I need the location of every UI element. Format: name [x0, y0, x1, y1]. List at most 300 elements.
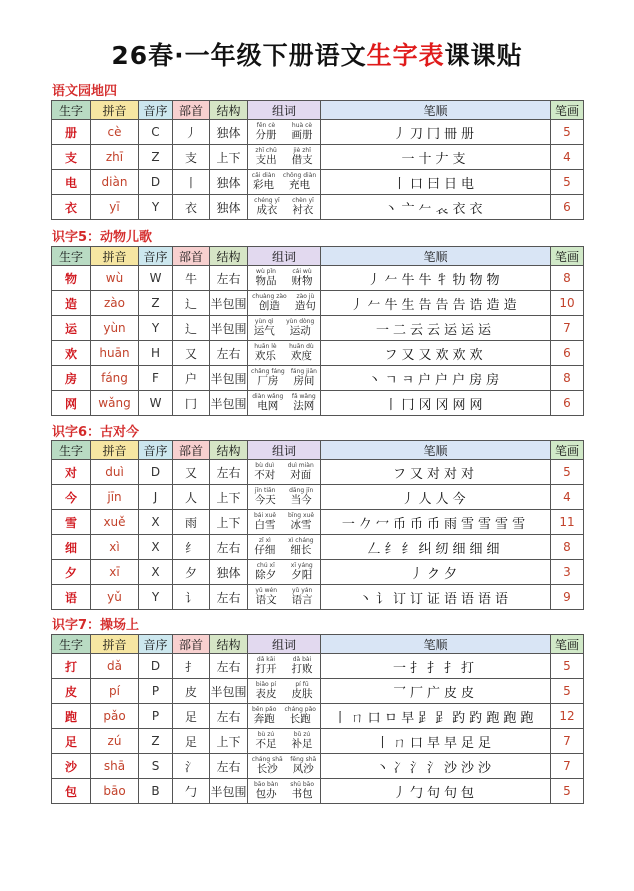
word-item: [254, 513, 276, 531]
word-pinyin: bēn pǎo: [252, 706, 277, 714]
header-bushou: 部首: [173, 101, 210, 120]
stroke-step: 衣: [469, 201, 483, 217]
stroke-count-cell: 11: [551, 510, 584, 535]
table-row: [52, 266, 584, 291]
word-item: [252, 394, 283, 412]
stroke-step: 细: [469, 541, 483, 557]
word-text: 皮肤: [291, 688, 313, 701]
stroke-count-cell: 10: [551, 291, 584, 316]
stroke-order-cell: [321, 460, 551, 485]
stroke-step: 造: [486, 297, 500, 313]
section-title: 识字6：古对今: [52, 425, 140, 440]
stroke-step: 又: [401, 347, 415, 363]
word-text: 包办: [255, 788, 277, 801]
word-text: 运气: [253, 325, 275, 338]
stroke-step: 口: [409, 735, 423, 751]
pinyin-cell: fáng: [91, 366, 139, 391]
character-table: [51, 246, 584, 416]
stroke-order-cell: [321, 560, 551, 585]
stroke-step: 币: [392, 516, 406, 532]
stroke-count-cell: 4: [551, 485, 584, 510]
pinyin-cell: xuě: [91, 510, 139, 535]
header-bishun: 笔顺: [321, 635, 551, 654]
zuci-cell: [248, 291, 321, 316]
word-item: [254, 463, 275, 481]
word-item: [295, 294, 316, 312]
stroke-step: 口: [409, 176, 423, 192]
word-item: [292, 732, 313, 750]
word-item: [289, 344, 314, 362]
yinxu-cell: C: [139, 120, 173, 145]
yinxu-cell: W: [139, 266, 173, 291]
word-item: [254, 319, 275, 337]
jiegou-cell: 独体: [210, 560, 248, 585]
title-part1: 26春·一年级下册语文: [111, 41, 367, 70]
stroke-step: 户: [418, 372, 432, 388]
stroke-step: 曰: [426, 176, 440, 192]
stroke-order-cell: [321, 704, 551, 729]
pinyin-cell: dǎ: [91, 654, 139, 679]
word-text: 欢度: [290, 350, 312, 363]
bushou-cell: 雨: [173, 510, 210, 535]
stroke-step: 冈: [418, 397, 432, 413]
yinxu-cell: D: [139, 460, 173, 485]
word-pinyin: huān dù: [289, 343, 314, 351]
stroke-step: ㄇ: [392, 735, 406, 751]
stroke-step: 夕: [444, 566, 458, 582]
stroke-step: 𠃋: [367, 541, 381, 557]
word-text: 对面: [290, 469, 312, 482]
stroke-step: 十: [418, 151, 432, 167]
word-item: [256, 269, 277, 287]
word-pinyin: xì cháng: [288, 537, 314, 545]
yinxu-cell: H: [139, 341, 173, 366]
stroke-step: 运: [444, 322, 458, 338]
stroke-step: 运: [478, 322, 492, 338]
word-item: [251, 369, 285, 387]
jiegou-cell: 半包围: [210, 291, 248, 316]
jiegou-cell: 左右: [210, 535, 248, 560]
header-zuci: 组词: [248, 441, 321, 460]
section-title: 语文园地四: [52, 84, 118, 99]
stroke-step: 𠂉: [367, 297, 381, 313]
pinyin-cell: yī: [91, 195, 139, 220]
word-text: 成衣: [256, 204, 278, 217]
word-text: 房间: [293, 375, 315, 388]
table-row: [52, 170, 584, 195]
jiegou-cell: 独体: [210, 170, 248, 195]
bushou-cell: 勹: [173, 779, 210, 804]
stroke-step: 丨: [333, 710, 347, 726]
character-cell: 对: [52, 460, 91, 485]
stroke-step: 纟: [384, 541, 398, 557]
stroke-step: 勹: [409, 785, 423, 801]
jiegou-cell: 半包围: [210, 366, 248, 391]
stroke-step: 口: [367, 710, 381, 726]
stroke-order-cell: [321, 510, 551, 535]
stroke-step: 衣: [452, 201, 466, 217]
stroke-step: 告: [452, 297, 466, 313]
page-title: [0, 36, 634, 72]
jiegou-cell: 半包围: [210, 391, 248, 416]
stroke-step: 冫: [392, 760, 406, 776]
stroke-step: 细: [486, 541, 500, 557]
word-pinyin: dǎ kāi: [256, 656, 276, 664]
stroke-step: 丿: [392, 785, 406, 801]
character-cell: 足: [52, 729, 91, 754]
stroke-step: 丨: [375, 735, 389, 751]
pinyin-cell: jīn: [91, 485, 139, 510]
stroke-step: 句: [426, 785, 440, 801]
table-row: [52, 460, 584, 485]
word-pinyin: cái wù: [292, 268, 312, 276]
yinxu-cell: Z: [139, 729, 173, 754]
yinxu-cell: F: [139, 366, 173, 391]
stroke-step: 丿: [392, 126, 406, 142]
word-text: 语文: [255, 594, 277, 607]
pinyin-cell: duì: [91, 460, 139, 485]
stroke-step: 日: [444, 176, 458, 192]
word-pinyin: jiè zhī: [293, 147, 311, 155]
bushou-cell: 夕: [173, 560, 210, 585]
word-pinyin: xī yáng: [290, 562, 313, 570]
word-item: [254, 538, 275, 556]
yinxu-cell: X: [139, 560, 173, 585]
word-text: 欢乐: [254, 350, 276, 363]
jiegou-cell: 半包围: [210, 679, 248, 704]
word-text: 奔跑: [253, 713, 275, 726]
word-item: [254, 782, 278, 800]
stroke-step: 𠂉: [384, 272, 398, 288]
word-text: 物品: [255, 275, 277, 288]
word-item: [292, 394, 316, 412]
stroke-count-cell: 5: [551, 170, 584, 195]
stroke-step: 沙: [444, 760, 458, 776]
stroke-step: 欢: [469, 347, 483, 363]
character-cell: 细: [52, 535, 91, 560]
table-row: [52, 679, 584, 704]
stroke-step: 雪: [478, 516, 492, 532]
pinyin-cell: yùn: [91, 316, 139, 341]
word-item: [252, 173, 276, 191]
character-cell: 衣: [52, 195, 91, 220]
stroke-step: 丿: [401, 491, 415, 507]
word-text: 支出: [255, 154, 277, 167]
character-cell: 欢: [52, 341, 91, 366]
stroke-step: 一: [375, 322, 389, 338]
bushou-cell: 皮: [173, 679, 210, 704]
word-item: [286, 319, 314, 337]
header-pinyin: 拼音: [91, 101, 139, 120]
table-row: [52, 535, 584, 560]
word-text: 当今: [290, 494, 312, 507]
zuci-cell: [248, 535, 321, 560]
yinxu-cell: Z: [139, 145, 173, 170]
stroke-step: 丿: [409, 566, 423, 582]
table-row: [52, 654, 584, 679]
word-item: [256, 682, 277, 700]
yinxu-cell: D: [139, 654, 173, 679]
zuci-cell: [248, 145, 321, 170]
zuci-cell: [248, 779, 321, 804]
stroke-step: 雪: [461, 516, 475, 532]
word-text: 厂房: [257, 375, 279, 388]
stroke-order-cell: [321, 291, 551, 316]
bushou-cell: 讠: [173, 585, 210, 610]
word-item: [288, 463, 314, 481]
stroke-step: 册: [461, 126, 475, 142]
word-pinyin: biǎo pí: [255, 681, 277, 689]
word-item: [292, 148, 313, 166]
table-header-row: [52, 441, 584, 460]
pinyin-cell: cè: [91, 120, 139, 145]
stroke-order-cell: [321, 316, 551, 341]
character-cell: 运: [52, 316, 91, 341]
word-item: [256, 732, 277, 750]
stroke-step: 支: [452, 151, 466, 167]
word-text: 打败: [291, 663, 313, 676]
word-text: 风沙: [292, 763, 314, 776]
stroke-order-cell: [321, 366, 551, 391]
character-cell: 造: [52, 291, 91, 316]
zuci-cell: [248, 485, 321, 510]
word-text: 借支: [291, 154, 313, 167]
stroke-step: 订: [392, 591, 406, 607]
pinyin-cell: xī: [91, 560, 139, 585]
jiegou-cell: 左右: [210, 654, 248, 679]
stroke-step: フ: [392, 466, 406, 482]
word-text: 今天: [254, 494, 276, 507]
stroke-step: 雪: [495, 516, 509, 532]
word-pinyin: chōng diàn: [282, 172, 317, 180]
character-cell: 打: [52, 654, 91, 679]
stroke-step: 人: [435, 491, 449, 507]
word-pinyin: chú xī: [256, 562, 275, 570]
jiegou-cell: 独体: [210, 195, 248, 220]
table-row: [52, 729, 584, 754]
stroke-step: 扌: [444, 660, 458, 676]
zuci-cell: [248, 266, 321, 291]
word-item: [254, 198, 280, 216]
stroke-order-cell: [321, 585, 551, 610]
character-cell: 包: [52, 779, 91, 804]
word-pinyin: dāng jīn: [289, 487, 314, 495]
character-cell: 物: [52, 266, 91, 291]
word-text: 细长: [290, 544, 312, 557]
jiegou-cell: 上下: [210, 510, 248, 535]
word-item: [255, 488, 276, 506]
character-cell: 皮: [52, 679, 91, 704]
stroke-step: 扌: [409, 660, 423, 676]
bushou-cell: 又: [173, 460, 210, 485]
yinxu-cell: W: [139, 391, 173, 416]
character-cell: 沙: [52, 754, 91, 779]
stroke-step: 牜: [435, 272, 449, 288]
word-item: [291, 369, 317, 387]
stroke-step: 皮: [444, 685, 458, 701]
stroke-order-cell: [321, 779, 551, 804]
header-bishun: 笔顺: [321, 101, 551, 120]
table-row: [52, 145, 584, 170]
yinxu-cell: P: [139, 704, 173, 729]
stroke-count-cell: 5: [551, 679, 584, 704]
stroke-step: 𠂊: [358, 516, 372, 532]
stroke-step: 币: [409, 516, 423, 532]
word-item: [256, 123, 277, 141]
stroke-order-cell: [321, 535, 551, 560]
stroke-step: 氵: [426, 760, 440, 776]
word-pinyin: bīng xuě: [287, 512, 315, 520]
stroke-step: ㄱ: [384, 372, 398, 388]
jiegou-cell: 上下: [210, 145, 248, 170]
word-item: [256, 657, 277, 675]
table-row: [52, 585, 584, 610]
header-zi: 生字: [52, 441, 91, 460]
stroke-step: 𧾷: [435, 710, 449, 726]
header-yinxu: 音序: [139, 441, 173, 460]
stroke-order-cell: [321, 729, 551, 754]
word-pinyin: chuàng zào: [252, 293, 287, 301]
word-text: 充电: [289, 179, 311, 192]
word-item: [288, 538, 314, 556]
stroke-step: 牛: [401, 272, 415, 288]
yinxu-cell: P: [139, 679, 173, 704]
word-item: [290, 757, 316, 775]
word-item: [291, 563, 313, 581]
word-pinyin: diàn wǎng: [252, 393, 284, 401]
stroke-step: 足: [461, 735, 475, 751]
header-zuci: 组词: [248, 101, 321, 120]
header-bushou: 部首: [173, 441, 210, 460]
stroke-step: 币: [426, 516, 440, 532]
header-pinyin: 拼音: [91, 635, 139, 654]
character-table: [51, 100, 584, 220]
stroke-step: 丨: [384, 397, 398, 413]
stroke-count-cell: 7: [551, 316, 584, 341]
stroke-step: 订: [409, 591, 423, 607]
stroke-count-cell: 4: [551, 145, 584, 170]
word-text: 长跑: [289, 713, 311, 726]
word-pinyin: fǎ wǎng: [291, 393, 316, 401]
yinxu-cell: Y: [139, 585, 173, 610]
stroke-step: 雪: [512, 516, 526, 532]
character-cell: 跑: [52, 704, 91, 729]
table-header-row: [52, 247, 584, 266]
stroke-step: 丿: [350, 297, 364, 313]
stroke-count-cell: 6: [551, 391, 584, 416]
stroke-step: 对: [444, 466, 458, 482]
bushou-cell: 足: [173, 704, 210, 729]
stroke-step: 纫: [435, 541, 449, 557]
word-pinyin: fēng shā: [290, 756, 317, 764]
stroke-step: 语: [444, 591, 458, 607]
table-row: [52, 316, 584, 341]
zuci-cell: [248, 120, 321, 145]
word-text: 造句: [294, 300, 316, 313]
bushou-cell: 纟: [173, 535, 210, 560]
stroke-count-cell: 5: [551, 779, 584, 804]
word-pinyin: bǔ zú: [293, 731, 311, 739]
stroke-count-cell: 7: [551, 729, 584, 754]
stroke-step: 冊: [444, 126, 458, 142]
word-item: [292, 198, 314, 216]
stroke-step: 包: [461, 785, 475, 801]
stroke-step: 丶: [375, 760, 389, 776]
word-pinyin: yùn qì: [254, 318, 274, 326]
table-row: [52, 195, 584, 220]
header-yinxu: 音序: [139, 635, 173, 654]
character-cell: 夕: [52, 560, 91, 585]
stroke-step: 雨: [444, 516, 458, 532]
zuci-cell: [248, 560, 321, 585]
header-yinxu: 音序: [139, 247, 173, 266]
stroke-step: 语: [461, 591, 475, 607]
jiegou-cell: 左右: [210, 460, 248, 485]
word-pinyin: zǐ xì: [258, 537, 271, 545]
stroke-count-cell: 7: [551, 754, 584, 779]
stroke-step: 人: [418, 491, 432, 507]
stroke-step: 足: [478, 735, 492, 751]
character-cell: 雪: [52, 510, 91, 535]
stroke-step: 跑: [486, 710, 500, 726]
word-item: [284, 707, 315, 725]
stroke-step: 氵: [409, 760, 423, 776]
character-cell: 电: [52, 170, 91, 195]
pinyin-cell: yǔ: [91, 585, 139, 610]
stroke-count-cell: 12: [551, 704, 584, 729]
word-pinyin: bāo bàn: [253, 781, 279, 789]
word-item: [289, 488, 313, 506]
word-pinyin: yùn dòng: [286, 318, 315, 326]
header-zi: 生字: [52, 247, 91, 266]
yinxu-cell: B: [139, 779, 173, 804]
stroke-step: 丶: [384, 201, 398, 217]
stroke-step: 冂: [401, 397, 415, 413]
character-cell: 房: [52, 366, 91, 391]
zuci-cell: [248, 585, 321, 610]
table-row: [52, 754, 584, 779]
stroke-step: ㅋ: [401, 372, 415, 388]
header-bihua: 笔画: [551, 101, 584, 120]
zuci-cell: [248, 510, 321, 535]
bushou-cell: 足: [173, 729, 210, 754]
table-row: [52, 510, 584, 535]
table-row: [52, 366, 584, 391]
stroke-step: 欢: [435, 347, 449, 363]
bushou-cell: 冂: [173, 391, 210, 416]
word-item: [283, 173, 316, 191]
stroke-step: 丨: [392, 176, 406, 192]
word-text: 书包: [291, 788, 313, 801]
bushou-cell: 又: [173, 341, 210, 366]
character-cell: 网: [52, 391, 91, 416]
word-text: 打开: [255, 663, 277, 676]
stroke-step: 户: [452, 372, 466, 388]
stroke-step: 云: [426, 322, 440, 338]
stroke-step: 广: [426, 685, 440, 701]
word-text: 不对: [254, 469, 276, 482]
word-text: 法网: [293, 400, 315, 413]
header-bihua: 笔画: [551, 635, 584, 654]
header-zi: 生字: [52, 101, 91, 120]
bushou-cell: 辶: [173, 316, 210, 341]
word-pinyin: chéng yī: [254, 197, 280, 205]
character-cell: 册: [52, 120, 91, 145]
stroke-step: 语: [478, 591, 492, 607]
stroke-step: 刀: [409, 126, 423, 142]
word-text: 财物: [291, 275, 313, 288]
stroke-step: 亠: [401, 201, 415, 217]
